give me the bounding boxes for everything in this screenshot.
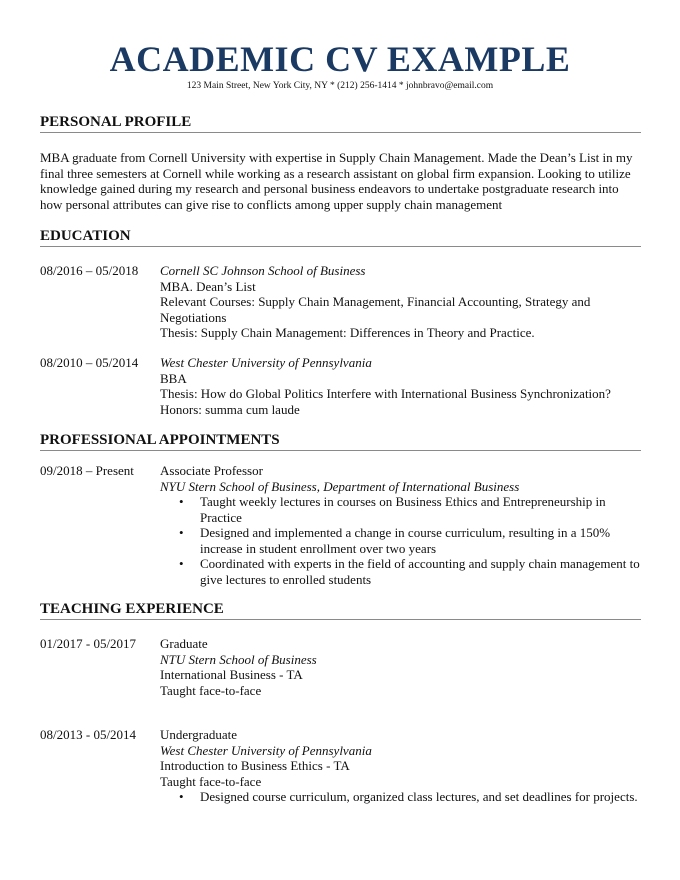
education-thesis-1: Thesis: Supply Chain Management: Differences in Theory and Practice. [160, 325, 535, 340]
education-thesis-2: Thesis: How do Global Politics Interfere with International Business Synchronization? [160, 386, 611, 401]
section-heading-education: EDUCATION [40, 227, 641, 247]
teaching-dates-1: 01/2017 - 05/2017 [40, 636, 137, 651]
appointment-bullet-2: Designed and implemented a change in course curriculum, resulting in a 150% increase in student enrollment over two years [200, 525, 611, 556]
appointment-org-1: NYU Stern School of Business, Department of International Business [160, 478, 520, 494]
education-dates-2: 08/2010 – 05/2014 [40, 355, 139, 370]
cv-title: ACADEMIC CV EXAMPLE [109, 39, 571, 79]
education-school-1: Cornell SC Johnson School of Business [160, 263, 366, 278]
teaching-bullet-1: Designed course curriculum, organized class lectures, and set deadlines for projects. [200, 789, 638, 804]
section-heading-appointments: PROFESSIONAL APPOINTMENTS [40, 431, 641, 451]
teaching-school-1: NTU Stern School of Business [160, 651, 317, 667]
appointment-bullet-3: Coordinated with experts in the field of accounting and supply chain management to give lectures to enrolled students [200, 556, 640, 587]
bullet-icon: • [179, 556, 184, 571]
appointment-role-1: Associate Professor [160, 463, 263, 478]
teaching-level-2: Undergraduate [160, 727, 238, 742]
teaching-course-2: Introduction to Business Ethics - TA [160, 758, 350, 773]
teaching-dates-2: 08/2013 - 05/2014 [40, 727, 137, 742]
teaching-format-1: Taught face-to-face [160, 682, 262, 698]
contact-line: 123 Main Street, New York City, NY * (212) 256-1414 * johnbravo@email.com [186, 81, 494, 91]
profile-text: MBA graduate from Cornell University with expertise in Supply Chain Management. Made the Dean’s List in my final three semesters at Cornell while working as a research assistant on global firm expansion. Looking to utilize knowledge gained during my research and personal business endeavors to undertake postgraduate research into how personal attributes can give rise to conflicts among upper supply chain management [40, 150, 633, 212]
teaching-format-2: Taught face-to-face [160, 773, 262, 789]
teaching-course-1: International Business - TA [160, 667, 303, 682]
education-school-2: West Chester University of Pennsylvania [160, 355, 372, 370]
education-degree-1: MBA. Dean’s List [160, 278, 256, 294]
bullet-icon: • [179, 494, 184, 509]
teaching-level-1: Graduate [160, 636, 208, 651]
bullet-icon: • [179, 525, 184, 540]
teaching-school-2: West Chester University of Pennsylvania [160, 742, 372, 758]
bullet-icon: • [179, 789, 184, 804]
education-honors-2: Honors: summa cum laude [160, 401, 300, 417]
education-dates-1: 08/2016 – 05/2018 [40, 263, 139, 278]
appointment-dates-1: 09/2018 – Present [40, 463, 134, 478]
section-heading-teaching: TEACHING EXPERIENCE [40, 600, 641, 620]
appointment-bullet-1: Taught weekly lectures in courses on Business Ethics and Entrepreneurship in Practice [200, 494, 606, 525]
section-heading-profile: PERSONAL PROFILE [40, 113, 641, 133]
education-degree-2: BBA [160, 370, 187, 386]
education-courses-1: Relevant Courses: Supply Chain Management, Financial Accounting, Strategy and Negotiations [160, 294, 591, 325]
